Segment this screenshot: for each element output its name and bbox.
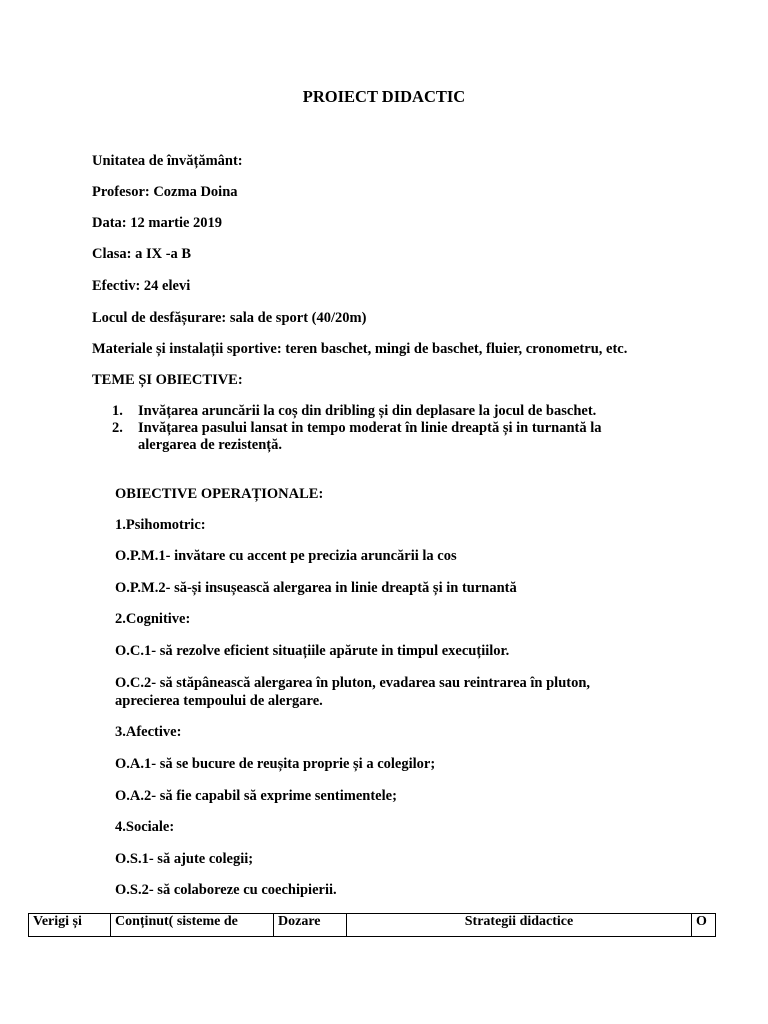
data-line: Data: 12 martie 2019	[92, 215, 223, 231]
psihomotric-heading: 1.Psihomotric:	[115, 517, 206, 533]
table-header-verigi: Verigi și	[29, 914, 111, 937]
table-header-strategii: Strategii didactice	[347, 914, 692, 937]
oc1-line: O.C.1- să rezolve eficient situațiile apărute in timpul execuțiilor.	[115, 643, 510, 659]
clasa-line: Clasa: a IX -a B	[92, 246, 192, 262]
oa1-line: O.A.1- să se bucure de reușita proprie și a colegilor;	[115, 756, 436, 772]
opm2-line: O.P.M.2- să-și insușească alergarea in linie dreaptă și in turnantă	[115, 580, 517, 596]
materiale-line: Materiale și instalații sportive: teren baschet, mingi de baschet, fluier, cronometru, etc.	[92, 341, 628, 357]
os1-line: O.S.1- să ajute colegii;	[115, 851, 254, 867]
teme-list	[112, 403, 652, 454]
teme-heading: TEME ȘI OBIECTIVE:	[92, 372, 243, 388]
afective-heading: 3.Afective:	[115, 724, 182, 740]
opm1-line: O.P.M.1- invătare cu accent pe precizia aruncării la cos	[115, 548, 457, 564]
unitatea-line: Unitatea de învățământ:	[92, 153, 243, 169]
list-item: 2. Invățarea pasului lansat in tempo moderat în linie dreaptă și in turnantă la alergarea de rezistență.	[112, 420, 602, 453]
sociale-heading: 4.Sociale:	[115, 819, 175, 835]
strategy-table	[28, 913, 716, 937]
list-item: 1. Invățarea aruncării la coș din dribling și din deplasare la jocul de baschet.	[112, 403, 597, 419]
profesor-line: Profesor: Cozma Doina	[92, 184, 238, 200]
efectiv-line: Efectiv: 24 elevi	[92, 278, 191, 294]
locul-line: Locul de desfășurare: sala de sport (40/20m)	[92, 310, 367, 326]
table-header-dozare: Dozare	[274, 914, 347, 937]
obiective-heading: OBIECTIVE OPERAȚIONALE:	[115, 486, 324, 502]
oc2-line-2: aprecierea tempoului de alergare.	[115, 693, 323, 709]
table-header-continut: Conținut( sisteme de	[111, 914, 274, 937]
os2-line: O.S.2- să colaboreze cu coechipierii.	[115, 882, 337, 898]
document-title: PROIECT DIDACTIC	[302, 87, 466, 106]
table-header-row	[29, 914, 716, 937]
cognitive-heading: 2.Cognitive:	[115, 611, 191, 627]
table-header-o: O	[692, 914, 716, 937]
oc2-line-1: O.C.2- să stăpânească alergarea în pluton, evadarea sau reintrarea în pluton,	[115, 675, 591, 691]
oa2-line: O.A.2- să fie capabil să exprime sentimentele;	[115, 788, 397, 804]
